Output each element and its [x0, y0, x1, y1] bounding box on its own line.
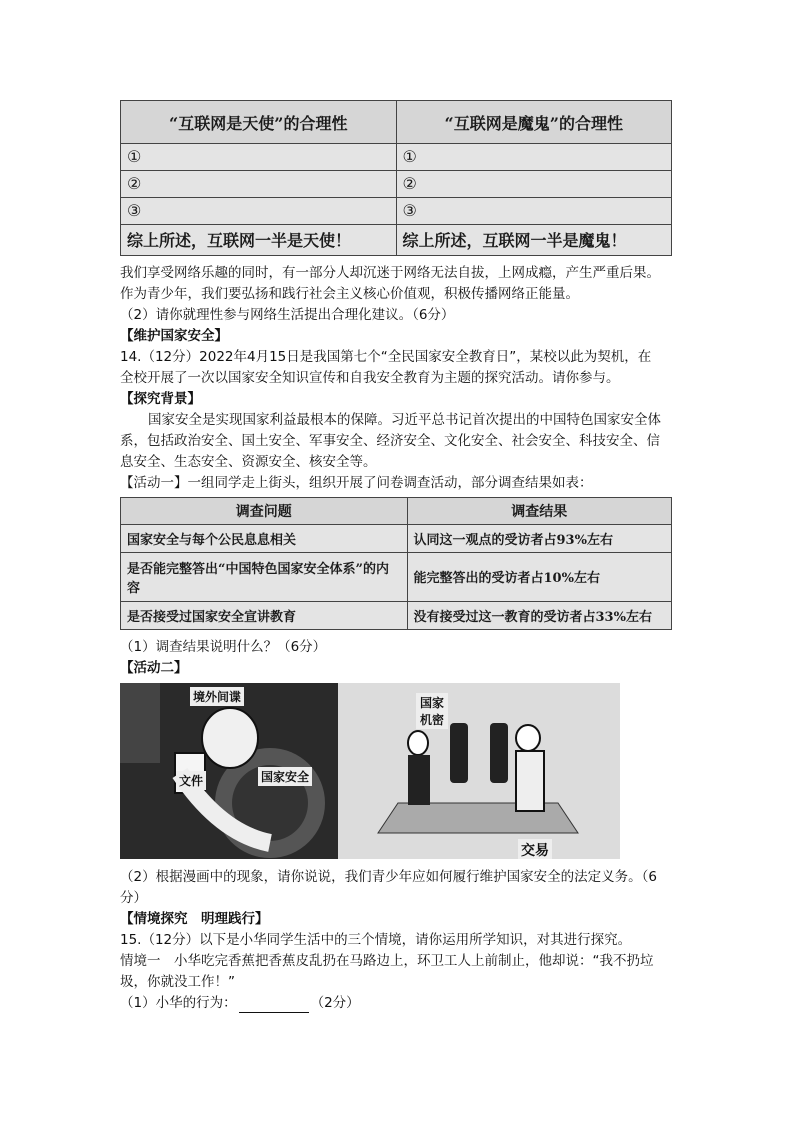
activity-2-title: 【活动二】 — [120, 660, 188, 676]
question-14-1: （1）调查结果说明什么？（6分） — [120, 639, 327, 655]
cartoon-spy-panel — [120, 683, 338, 859]
survey-cell: 认同这一观点的受访者占93%左右 — [407, 525, 671, 553]
background-line3: 息安全、生态安全、资源安全、核安全等。 — [120, 454, 377, 470]
question-13-2: （2）请你就理性参与网络生活提出合理化建议。（6分） — [120, 307, 455, 323]
table1-cell: ① — [396, 144, 672, 171]
question-14-2-line2: 分） — [120, 890, 147, 906]
survey-cell: 国家安全与每个公民息息相关 — [121, 525, 408, 553]
table1-cell: ① — [121, 144, 397, 171]
background-title: 【探究背景】 — [120, 391, 201, 407]
paragraph-values: 作为青少年，我们要弘扬和践行社会主义核心价值观，积极传播网络正能量。 — [120, 286, 579, 302]
paragraph-addiction: 我们享受网络乐趣的同时，有一部分人却沉迷于网络无法自拔，上网成瘾，产生严重后果。 — [120, 265, 660, 281]
caption-national-security: 国家安全 — [258, 767, 312, 786]
survey-header-question: 调查问题 — [121, 498, 408, 525]
table-row — [121, 144, 672, 171]
background-line1: 国家安全是实现国家利益最根本的保障。习近平总书记首次提出的中国特色国家安全体 — [148, 412, 661, 428]
answer-blank[interactable] — [239, 998, 309, 1013]
survey-header-result: 调查结果 — [407, 498, 671, 525]
table1-cell: ② — [121, 170, 397, 197]
table1-header-angel: “互联网是天使”的合理性 — [121, 101, 397, 144]
table-row — [121, 552, 672, 602]
table-row — [121, 602, 672, 630]
cartoon-deal-panel — [338, 683, 620, 859]
question-15: 15.（12分）以下是小华同学生活中的三个情境，请你运用所学知识，对其进行探究。 — [120, 932, 632, 948]
question-14-line1: 14.（12分）2022年4月15日是我国第七个“全民国家安全教育日”，某校以此为契机，在 — [120, 349, 652, 365]
survey-cell: 是否接受过国家安全宣讲教育 — [121, 602, 408, 630]
table1-header-devil: “互联网是魔鬼”的合理性 — [396, 101, 672, 144]
table-row — [121, 170, 672, 197]
background-line2: 系，包括政治安全、国土安全、军事安全、经济安全、文化安全、社会安全、科技安全、信 — [120, 433, 660, 449]
caption-foreign-spy: 境外间谍 — [190, 687, 244, 706]
question-14-2-line1: （2）根据漫画中的现象，请你说说，我们青少年应如何履行维护国家安全的法定义务。（6 — [120, 869, 657, 885]
question-14-line2: 全校开展了一次以国家安全知识宣传和自我安全教育为主题的探究活动。请你参与。 — [120, 370, 620, 386]
table1-cell: ③ — [121, 197, 397, 224]
cartoon-image — [120, 683, 620, 859]
survey-results-table — [120, 497, 672, 630]
section-scenario-inquiry: 【情境探究 明理践行】 — [120, 911, 269, 927]
table1-cell: 综上所述，互联网一半是天使！ — [121, 224, 397, 255]
caption-state-secret: 国家机密 — [416, 693, 448, 729]
section-national-security: 【维护国家安全】 — [120, 328, 228, 344]
table1-cell: 综上所述，互联网一半是魔鬼！ — [396, 224, 672, 255]
table1-cell: ③ — [396, 197, 672, 224]
scenario-1-line1: 情境一 小华吃完香蕉把香蕉皮乱扔在马路边上，环卫工人上前制止，他却说：“我不扔垃 — [120, 953, 654, 969]
table1-cell: ② — [396, 170, 672, 197]
question-15-1-label: （1）小华的行为： — [120, 995, 237, 1011]
table-internet-reasonableness — [120, 100, 672, 256]
question-15-1 — [120, 993, 360, 1013]
deal-illustration — [338, 683, 620, 859]
survey-cell: 能完整答出的受访者占10%左右 — [407, 552, 671, 602]
caption-file: 文件 — [176, 771, 206, 790]
survey-cell: 是否能完整答出“中国特色国家安全体系”的内容 — [121, 552, 408, 602]
survey-cell: 没有接受过这一教育的受访者占33%左右 — [407, 602, 671, 630]
table-row — [121, 525, 672, 553]
activity-1-intro: 【活动一】一组同学走上街头，组织开展了问卷调查活动，部分调查结果如表： — [120, 475, 593, 491]
question-15-1-points: （2分） — [310, 995, 360, 1011]
table-row — [121, 224, 672, 255]
scenario-1-line2: 圾，你就没工作！” — [120, 974, 235, 990]
table-row — [121, 197, 672, 224]
caption-deal: 交易 — [518, 839, 552, 859]
